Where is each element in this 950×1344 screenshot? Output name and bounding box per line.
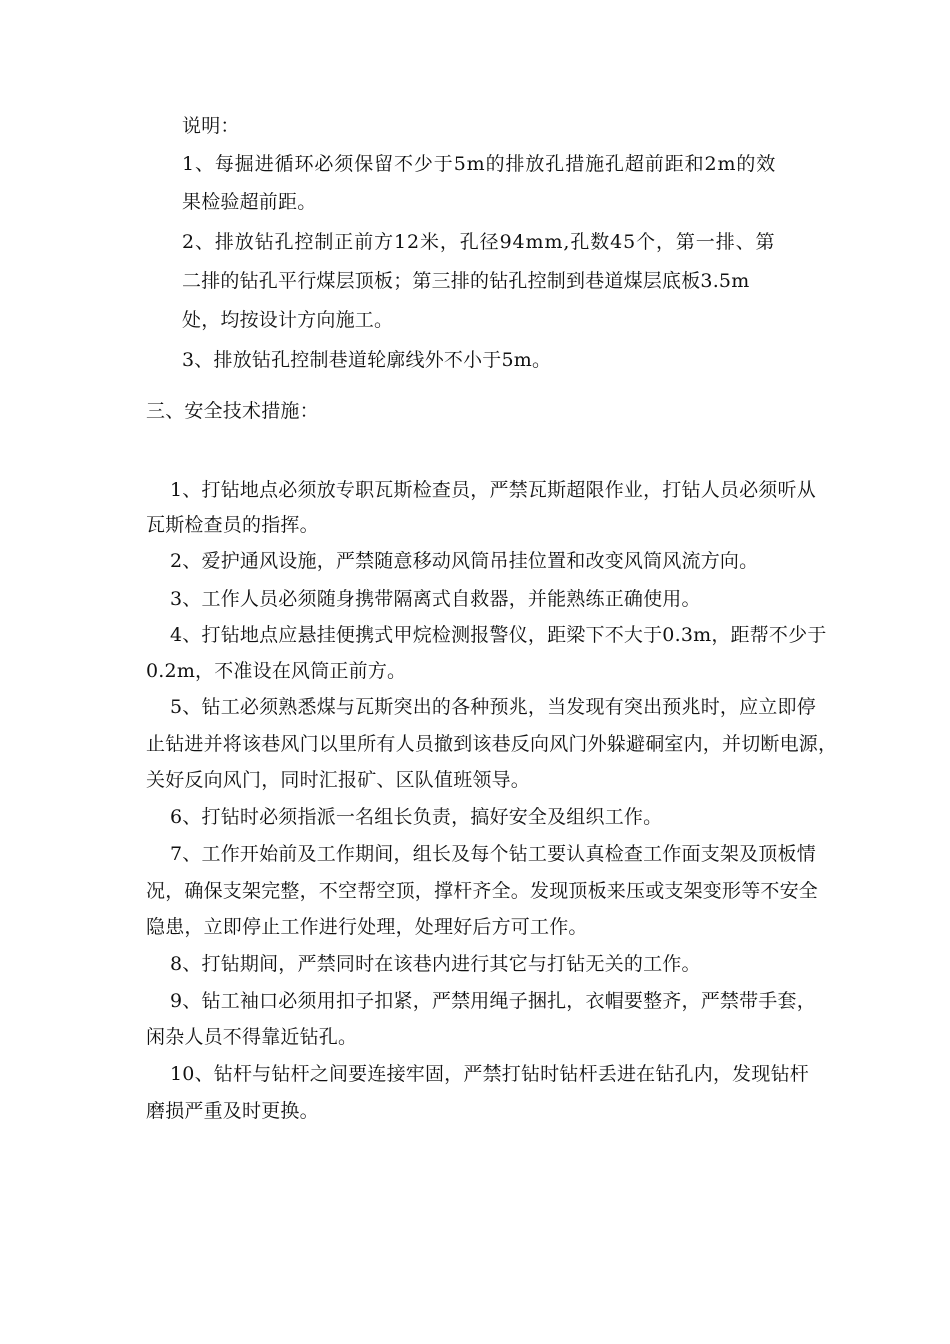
notes-item-1-line-2: 果检验超前距。 [182,191,317,213]
safety-item-5-line-3: 关好反向风门，同时汇报矿、区队值班领导。 [146,769,531,791]
notes-heading: 说明： [182,115,240,137]
safety-heading: 三、安全技术措施： [146,400,319,422]
safety-item-9-line-2: 闲杂人员不得靠近钻孔。 [146,1026,358,1048]
notes-item-3-line-1: 3、排放钻孔控制巷道轮廓线外不小于5m。 [182,349,552,371]
notes-item-2-line-1: 2、排放钻孔控制正前方12米，孔径94mm,孔数45个，第一排、第 [182,231,776,253]
safety-item-5-line-2: 止钻进并将该巷风门以里所有人员撤到该巷反向风门外躲避硐室内，并切断电源， [146,733,838,755]
notes-item-2-line-2: 二排的钻孔平行煤层顶板；第三排的钻孔控制到巷道煤层底板3.5m [182,270,750,292]
safety-item-4-line-1: 4、打钻地点应悬挂便携式甲烷检测报警仪，距梁下不大于0.3m，距帮不少于 [170,624,827,646]
safety-item-1-line-1: 1、打钻地点必须放专职瓦斯检查员，严禁瓦斯超限作业，打钻人员必须听从 [170,479,816,501]
safety-item-6-line-1: 6、打钻时必须指派一名组长负责，搞好安全及组织工作。 [170,806,663,828]
safety-item-10-line-1: 10、钻杆与钻杆之间要连接牢固，严禁打钻时钻杆丢进在钻孔内，发现钻杆 [170,1063,809,1085]
safety-item-7-line-1: 7、工作开始前及工作期间，组长及每个钻工要认真检查工作面支架及顶板情 [170,843,816,865]
safety-item-1-line-2: 瓦斯检查员的指挥。 [146,514,319,536]
safety-item-4-line-2: 0.2m，不准设在风筒正前方。 [146,660,407,682]
safety-item-2-line-1: 2、爱护通风设施，严禁随意移动风筒吊挂位置和改变风筒风流方向。 [170,550,759,572]
safety-item-9-line-1: 9、钻工袖口必须用扣子扣紧，严禁用绳子捆扎，衣帽要整齐，严禁带手套， [170,990,816,1012]
notes-item-1-line-1: 1、每掘进循环必须保留不少于5m的排放孔措施孔超前距和2m的效 [182,153,777,175]
safety-item-5-line-1: 5、钻工必须熟悉煤与瓦斯突出的各种预兆，当发现有突出预兆时，应立即停 [170,696,816,718]
safety-item-7-line-3: 隐患，立即停止工作进行处理，处理好后方可工作。 [146,916,588,938]
safety-item-3-line-1: 3、工作人员必须随身携带隔离式自救器，并能熟练正确使用。 [170,588,701,610]
safety-item-10-line-2: 磨损严重及时更换。 [146,1100,319,1122]
safety-item-8-line-1: 8、打钻期间，严禁同时在该巷内进行其它与打钻无关的工作。 [170,953,701,975]
notes-item-2-line-3: 处，均按设计方向施工。 [182,309,394,331]
safety-item-7-line-2: 况，确保支架完整，不空帮空顶，撑杆齐全。发现顶板来压或支架变形等不安全 [146,880,819,902]
